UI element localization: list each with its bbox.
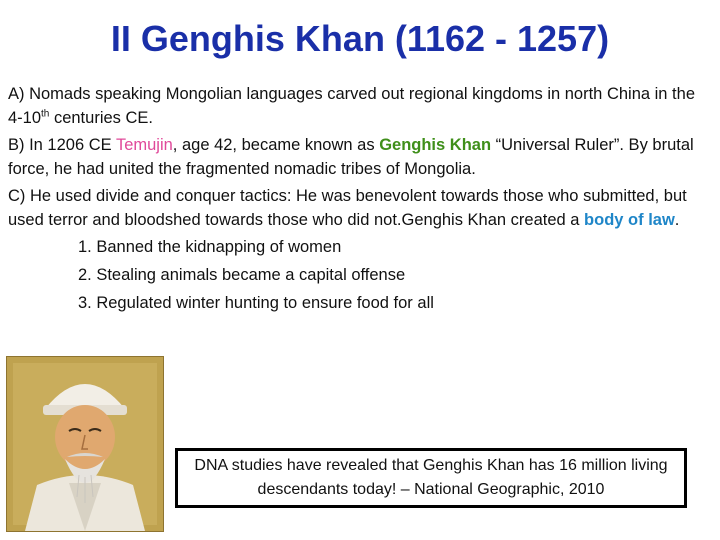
law-item-2: 2. Stealing animals became a capital offense [78, 266, 406, 284]
paragraph-a-end: centuries CE. [49, 109, 153, 127]
portrait-illustration [7, 357, 163, 531]
genghis-khan-portrait [6, 356, 164, 532]
paragraph-a-text: A) Nomads speaking Mongolian languages carved out regional kingdoms in north China in the 4-10 [8, 85, 695, 127]
highlight-genghis-khan: Genghis Khan [379, 136, 492, 154]
highlight-temujin: Temujin [115, 136, 173, 154]
paragraph-c [8, 184, 708, 232]
law-item-1: 1. Banned the kidnapping of women [78, 238, 342, 256]
paragraph-c-text: C) He used divide and conquer tactics: He was benevolent towards those who submitted, but used terror and bloodshed towards those who did not.Genghis Khan created a [8, 187, 687, 229]
superscript-th: th [41, 108, 50, 120]
slide-body [8, 82, 708, 319]
quote-box [175, 448, 687, 508]
paragraph-c-end: . [674, 211, 680, 229]
quote-text: DNA studies have revealed that Genghis Khan has 16 million living descendants today! – National Geographic, 2010 [194, 457, 668, 498]
paragraph-b-end: “Universal Ruler”. By brutal force, he had united the fragmented nomadic tribes of Mongolia. [8, 136, 694, 178]
paragraph-b-text: B) In 1206 CE [8, 136, 116, 154]
paragraph-b-middle: , age 42, became known as [172, 136, 380, 154]
law-item-3: 3. Regulated winter hunting to ensure food for all [78, 294, 434, 312]
slide-title: II Genghis Khan (1162 - 1257) [110, 18, 610, 59]
paragraph-b [8, 133, 708, 181]
highlight-body-of-law: body of law [584, 211, 675, 229]
law-list [8, 235, 708, 315]
paragraph-a [8, 82, 708, 130]
